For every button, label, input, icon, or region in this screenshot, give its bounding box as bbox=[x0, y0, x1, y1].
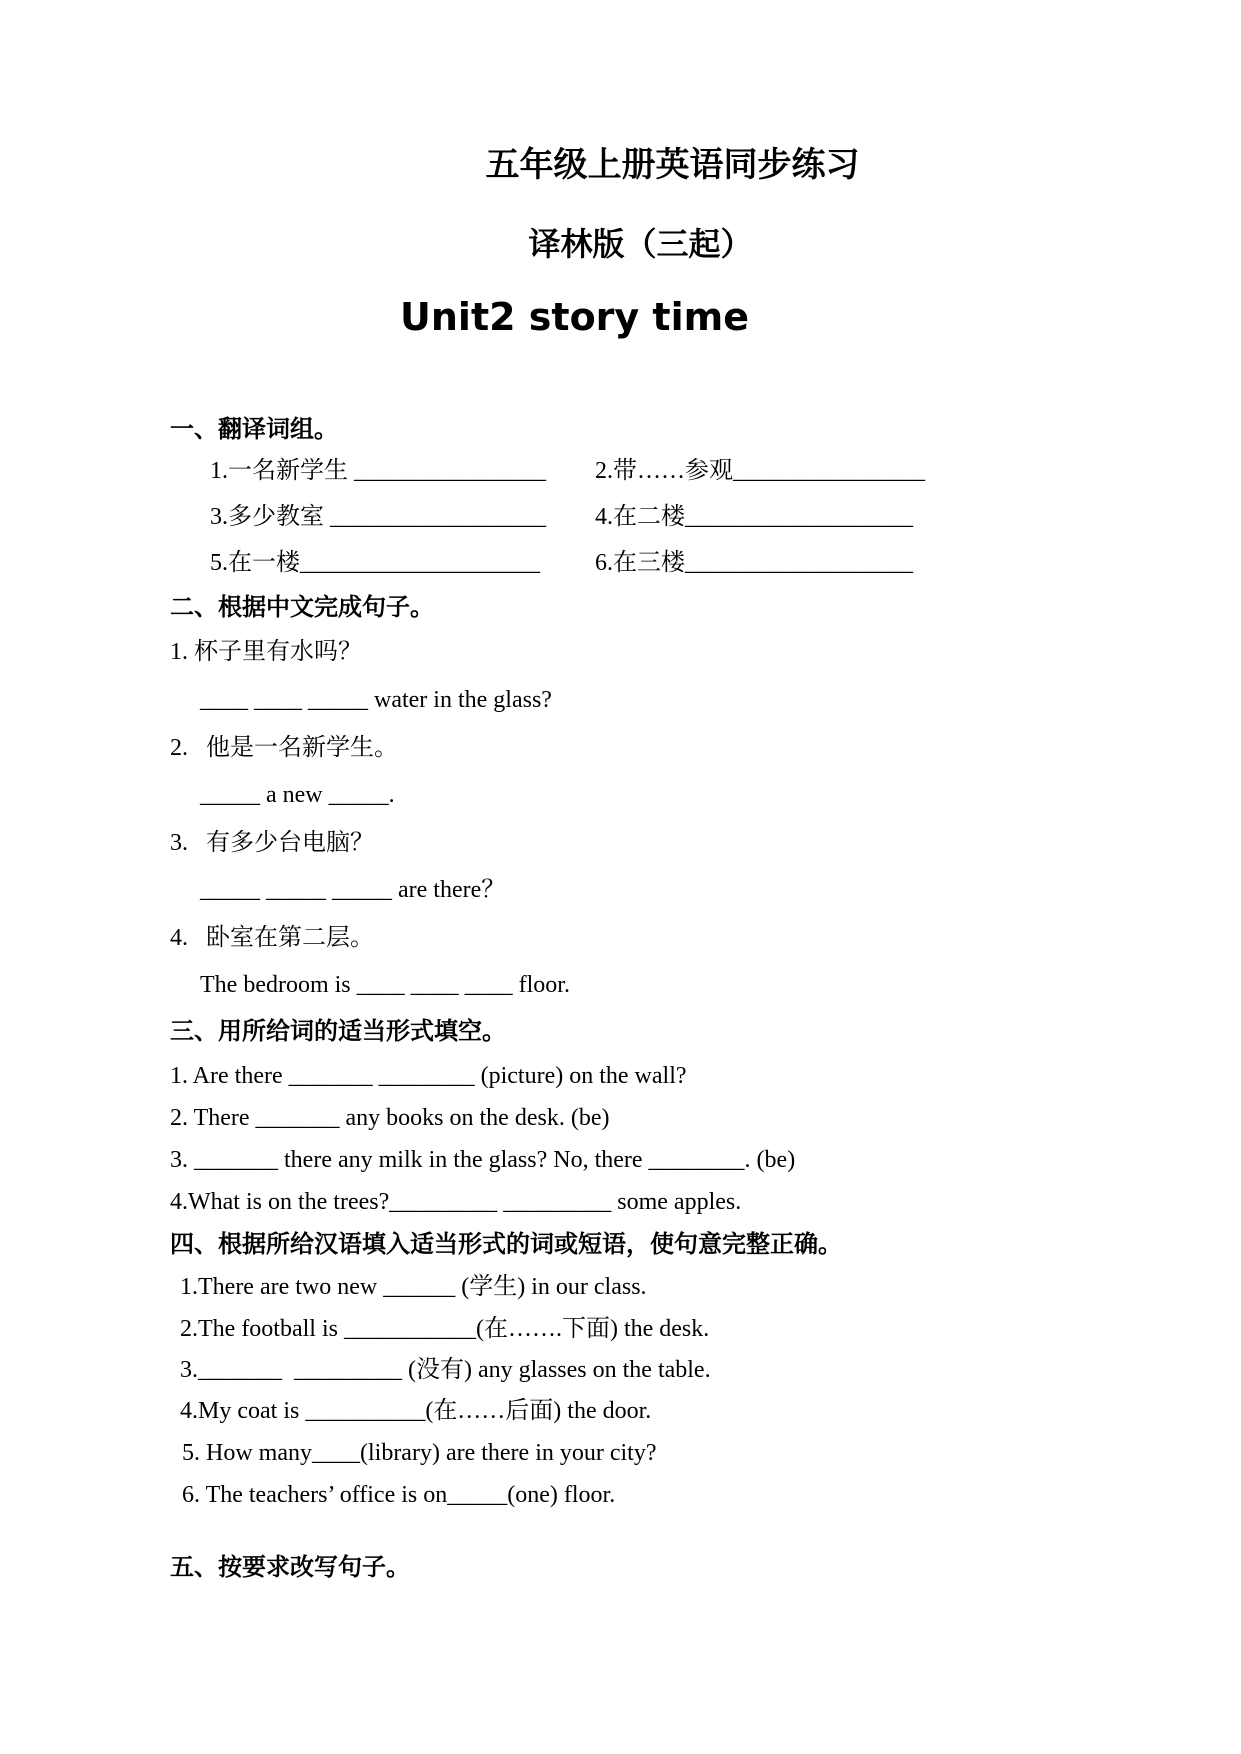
section-2-line-6: _____ _____ _____ are there？ bbox=[200, 877, 506, 903]
section-2-line-2: ____ ____ _____ water in the glass? bbox=[200, 687, 552, 713]
section-2-line-1: 1. 杯子里有水吗？ bbox=[170, 639, 362, 665]
section-4-line-2: 2.The football is ___________(在…….下面) the desk. bbox=[180, 1316, 710, 1342]
section-4-line-6: 6. The teachers’ office is on_____(one) floor. bbox=[182, 1482, 616, 1508]
section-1-item-1: 1.一名新学生 ________________ bbox=[210, 458, 546, 484]
section-5-heading: 五、按要求改写句子。 bbox=[170, 1553, 410, 1581]
section-2-line-4: _____ a new _____. bbox=[200, 782, 395, 808]
section-4-line-5: 5. How many____(library) are there in your city? bbox=[182, 1440, 657, 1466]
section-1-item-6: 6.在三楼___________________ bbox=[595, 550, 913, 576]
section-1-item-3: 3.多少教室 __________________ bbox=[210, 504, 546, 530]
section-3-line-4: 4.What is on the trees?_________ _________ some apples. bbox=[170, 1189, 742, 1215]
section-2-heading: 二、根据中文完成句子。 bbox=[170, 593, 434, 621]
section-2-line-8: The bedroom is ____ ____ ____ floor. bbox=[200, 972, 570, 998]
section-1-item-2: 2.带……参观________________ bbox=[595, 458, 925, 484]
section-4-line-1: 1.There are two new ______ (学生) in our class. bbox=[180, 1274, 647, 1300]
doc-title-edition: 译林版（三起） bbox=[528, 225, 753, 263]
section-2-line-7: 4. 卧室在第二层。 bbox=[170, 925, 374, 951]
section-1-heading: 一、翻译词组。 bbox=[170, 415, 338, 443]
section-4-line-4: 4.My coat is __________(在……后面) the door. bbox=[180, 1398, 652, 1424]
section-2-line-3: 2. 他是一名新学生。 bbox=[170, 735, 398, 761]
section-3-line-3: 3. _______ there any milk in the glass? No, there ________. (be) bbox=[170, 1147, 796, 1173]
section-1-item-4: 4.在二楼___________________ bbox=[595, 504, 913, 530]
doc-title-main: 五年级上册英语同步练习 bbox=[485, 145, 860, 185]
section-3-line-1: 1. Are there _______ ________ (picture) on the wall? bbox=[170, 1063, 687, 1089]
section-3-line-2: 2. There _______ any books on the desk. (be) bbox=[170, 1105, 610, 1131]
doc-title-unit: Unit2 story time bbox=[400, 295, 749, 339]
section-2-line-5: 3. 有多少台电脑？ bbox=[170, 830, 374, 856]
section-1-item-5: 5.在一楼____________________ bbox=[210, 550, 540, 576]
section-4-line-3: 3._______ _________ (没有) any glasses on the table. bbox=[180, 1357, 711, 1383]
section-4-heading: 四、根据所给汉语填入适当形式的词或短语，使句意完整正确。 bbox=[170, 1230, 842, 1258]
section-3-heading: 三、用所给词的适当形式填空。 bbox=[170, 1017, 506, 1045]
